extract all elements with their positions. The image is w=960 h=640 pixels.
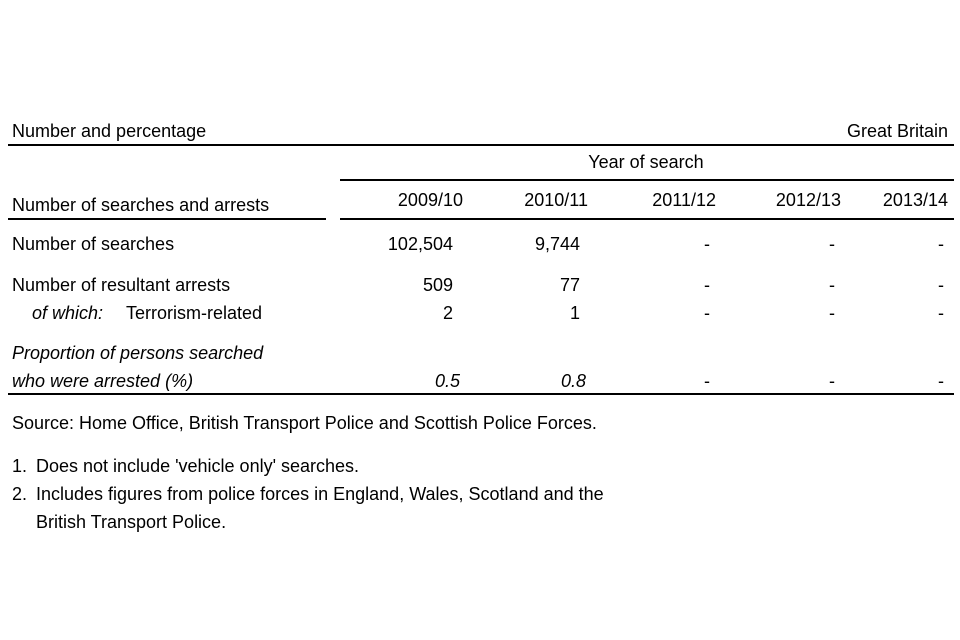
column-header-2009-10: 2009/10	[397, 190, 463, 210]
column-header-rule	[340, 218, 954, 220]
row-label-line2: who were arrested (%)	[12, 371, 194, 391]
cell-value: -	[829, 303, 835, 323]
cell-value: -	[704, 275, 710, 295]
row-header-rule	[8, 218, 326, 220]
cell-value: 509	[422, 275, 453, 295]
cell-value: -	[829, 234, 835, 254]
table-units-label: Number and percentage	[12, 121, 207, 141]
footnote-text: Includes figures from police forces in England, Wales, Scotland and the	[36, 484, 604, 504]
cell-value: 0.8	[560, 371, 586, 391]
cell-value: -	[829, 275, 835, 295]
cell-value: 2	[442, 303, 453, 323]
cell-value: 1	[569, 303, 580, 323]
row-label: Number of resultant arrests	[12, 275, 231, 295]
source-note: Source: Home Office, British Transport Police and Scottish Police Forces.	[12, 413, 597, 433]
cell-value: -	[938, 234, 944, 254]
column-header-2011-12: 2011/12	[652, 190, 716, 210]
row-label-line1: Proportion of persons searched	[12, 343, 264, 363]
column-header-2010-11: 2010/11	[524, 190, 588, 210]
row-header-label: Number of searches and arrests	[12, 195, 270, 215]
cell-value: -	[829, 371, 835, 391]
cell-value: 102,504	[387, 234, 453, 254]
cell-value: -	[938, 303, 944, 323]
row-label: Terrorism-related	[126, 303, 263, 323]
spanner-rule	[340, 179, 954, 181]
footnote-number: 1.	[12, 456, 28, 476]
cell-value: -	[704, 303, 710, 323]
cell-value: -	[704, 234, 710, 254]
cell-value: 0.5	[434, 371, 460, 391]
bottom-rule	[8, 393, 954, 395]
column-header-2013-14: 2013/14	[882, 190, 948, 210]
year-of-search-heading: Year of search	[588, 152, 704, 172]
top-rule	[8, 144, 954, 146]
cell-value: -	[704, 371, 710, 391]
footnote-text-continued: British Transport Police.	[36, 512, 227, 532]
column-header-2012-13: 2012/13	[775, 190, 841, 210]
cell-value: 77	[559, 275, 580, 295]
cell-value: -	[938, 275, 944, 295]
cell-value: 9,744	[534, 234, 580, 254]
footnote-number: 2.	[12, 484, 28, 504]
row-label: Number of searches	[12, 234, 175, 254]
cell-value: -	[938, 371, 944, 391]
table-geography-label: Great Britain	[846, 121, 948, 141]
row-prefix: of which:	[32, 303, 104, 323]
footnote-text: Does not include 'vehicle only' searches.	[36, 456, 360, 476]
